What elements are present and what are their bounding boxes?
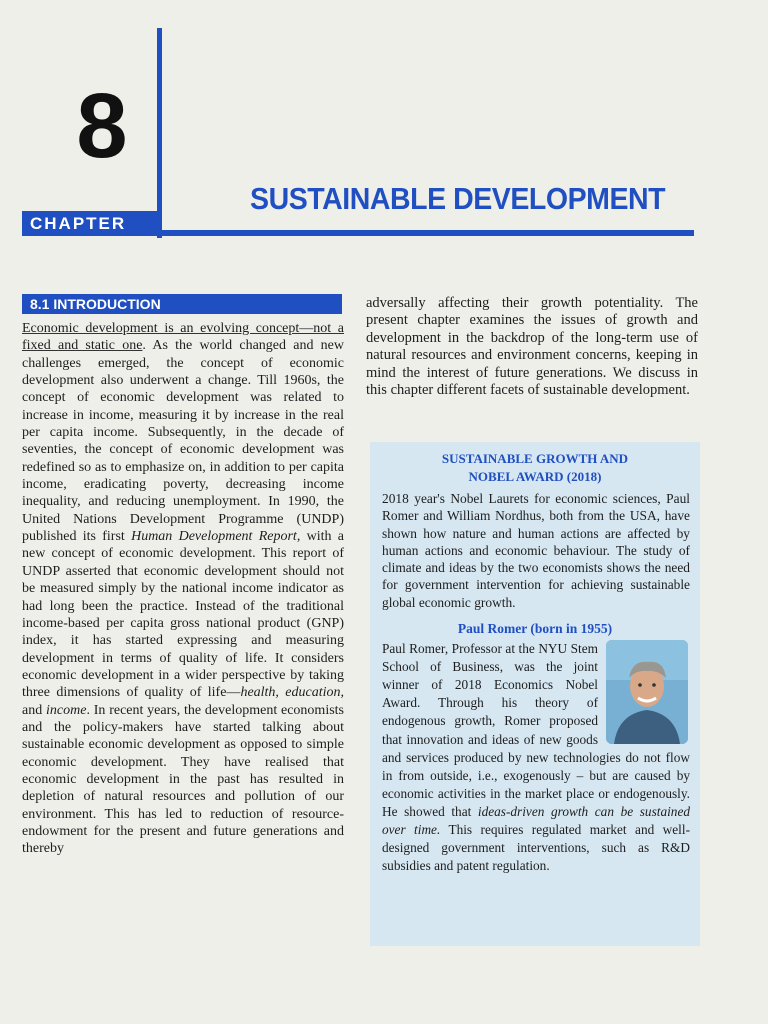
intro-text: . As the world changed and new challenges emerged, the concept of economic development also underwent a change. Till 1960s, the concept of economic development was related to increase in income, measuring it by increase in the real per capita income. Subsequently, in the decade of seventies, the concept of economic development was redefined so as to emphasize on, in addition to per capita income, eradicating poverty, decreasing income inequality, and reducing unemployment. In 1990, the United Nations Development Programme (UNDP) published its first — [22, 338, 344, 545]
right-column-text: adversally affecting their growth potentiality. The present chapter examines the issues of growth and development in the backdrop of the long-term use of natural resources and environment concerns, keeping in mind the interest of future generations. We discuss in this chapter different facets of sustainable development. — [366, 295, 698, 399]
box-bio — [382, 640, 690, 875]
bio-text-2: This requires regulated market and well-designed government interventions, such as R&D subsidies and patent regulation. — [382, 822, 690, 874]
portrait-image — [606, 640, 688, 744]
box-title — [370, 450, 700, 486]
box-subheading: Paul Romer (born in 1955) — [457, 621, 613, 637]
chapter-frame-horizontal — [157, 230, 694, 236]
dimensions-text: health, education, — [240, 685, 344, 701]
portrait-photo — [606, 640, 688, 744]
box-title-line-1: SUSTAINABLE GROWTH AND — [441, 451, 629, 466]
left-column-text — [22, 320, 344, 858]
and-text: and — [22, 702, 47, 718]
chapter-label: CHAPTER — [22, 211, 160, 236]
box-text: 2018 year's Nobel Laurets for economic sciences, Paul Romer and William Nordhus, both from the USA, have shown how nature and human actions are affected by human actions and economic behaviour. The study of climate and ideas by the two economists shows the need for government intervention for achieving sustainable global economic growth. — [382, 491, 690, 610]
intro-text-3: . In recent years, the development economists and the policy-makers have started talking about sustainable economic development as opposed to simple economic development. They have realised that economic development in the past has resulted in depletion of natural resources and pollution of our environment. This has led to reduction of resource-endowment for the present and future generations and thereby — [22, 702, 344, 857]
bio-text-1: Paul Romer, Professor at the NYU Stem School of Business, was the joint winner of 2018 Economics Nobel Award. Through his theory of endogenous growth, Romer proposed that innovation and ideas of new goods and services produced by new technologies do not flow in from outside, i.e., exogenously – but are caused by economic activities in the market place or endogenously. He showed that — [382, 641, 690, 819]
underlined-phrase: Economic development is an evolving concept—not a fixed and static one — [22, 321, 344, 354]
intro-text-2: , with a new concept of economic development. This report of UNDP asserted that economic development should not be measured simply by the national income indicator as had long been the practice. Instead of the traditional income-based per capita gross national product (GNP) index, it has started expressing and measuring development in terms of quality of life. It considers economic development in a wider perspective by taking three dimensions of quality of life— — [22, 529, 344, 701]
sidebar-box — [370, 442, 700, 946]
report-title: Human Development Report — [131, 529, 297, 545]
chapter-frame-vertical — [157, 28, 162, 238]
chapter-title: SUSTAINABLE DEVELOPMENT — [250, 181, 666, 216]
bio-emphasis: ideas-driven growth can be sustained over time. — [382, 803, 690, 838]
chapter-number: 8 — [76, 75, 128, 177]
income-text: income — [46, 702, 87, 718]
box-title-line-2: NOBEL AWARD (2018) — [468, 469, 602, 484]
section-heading: 8.1 INTRODUCTION — [22, 294, 342, 314]
